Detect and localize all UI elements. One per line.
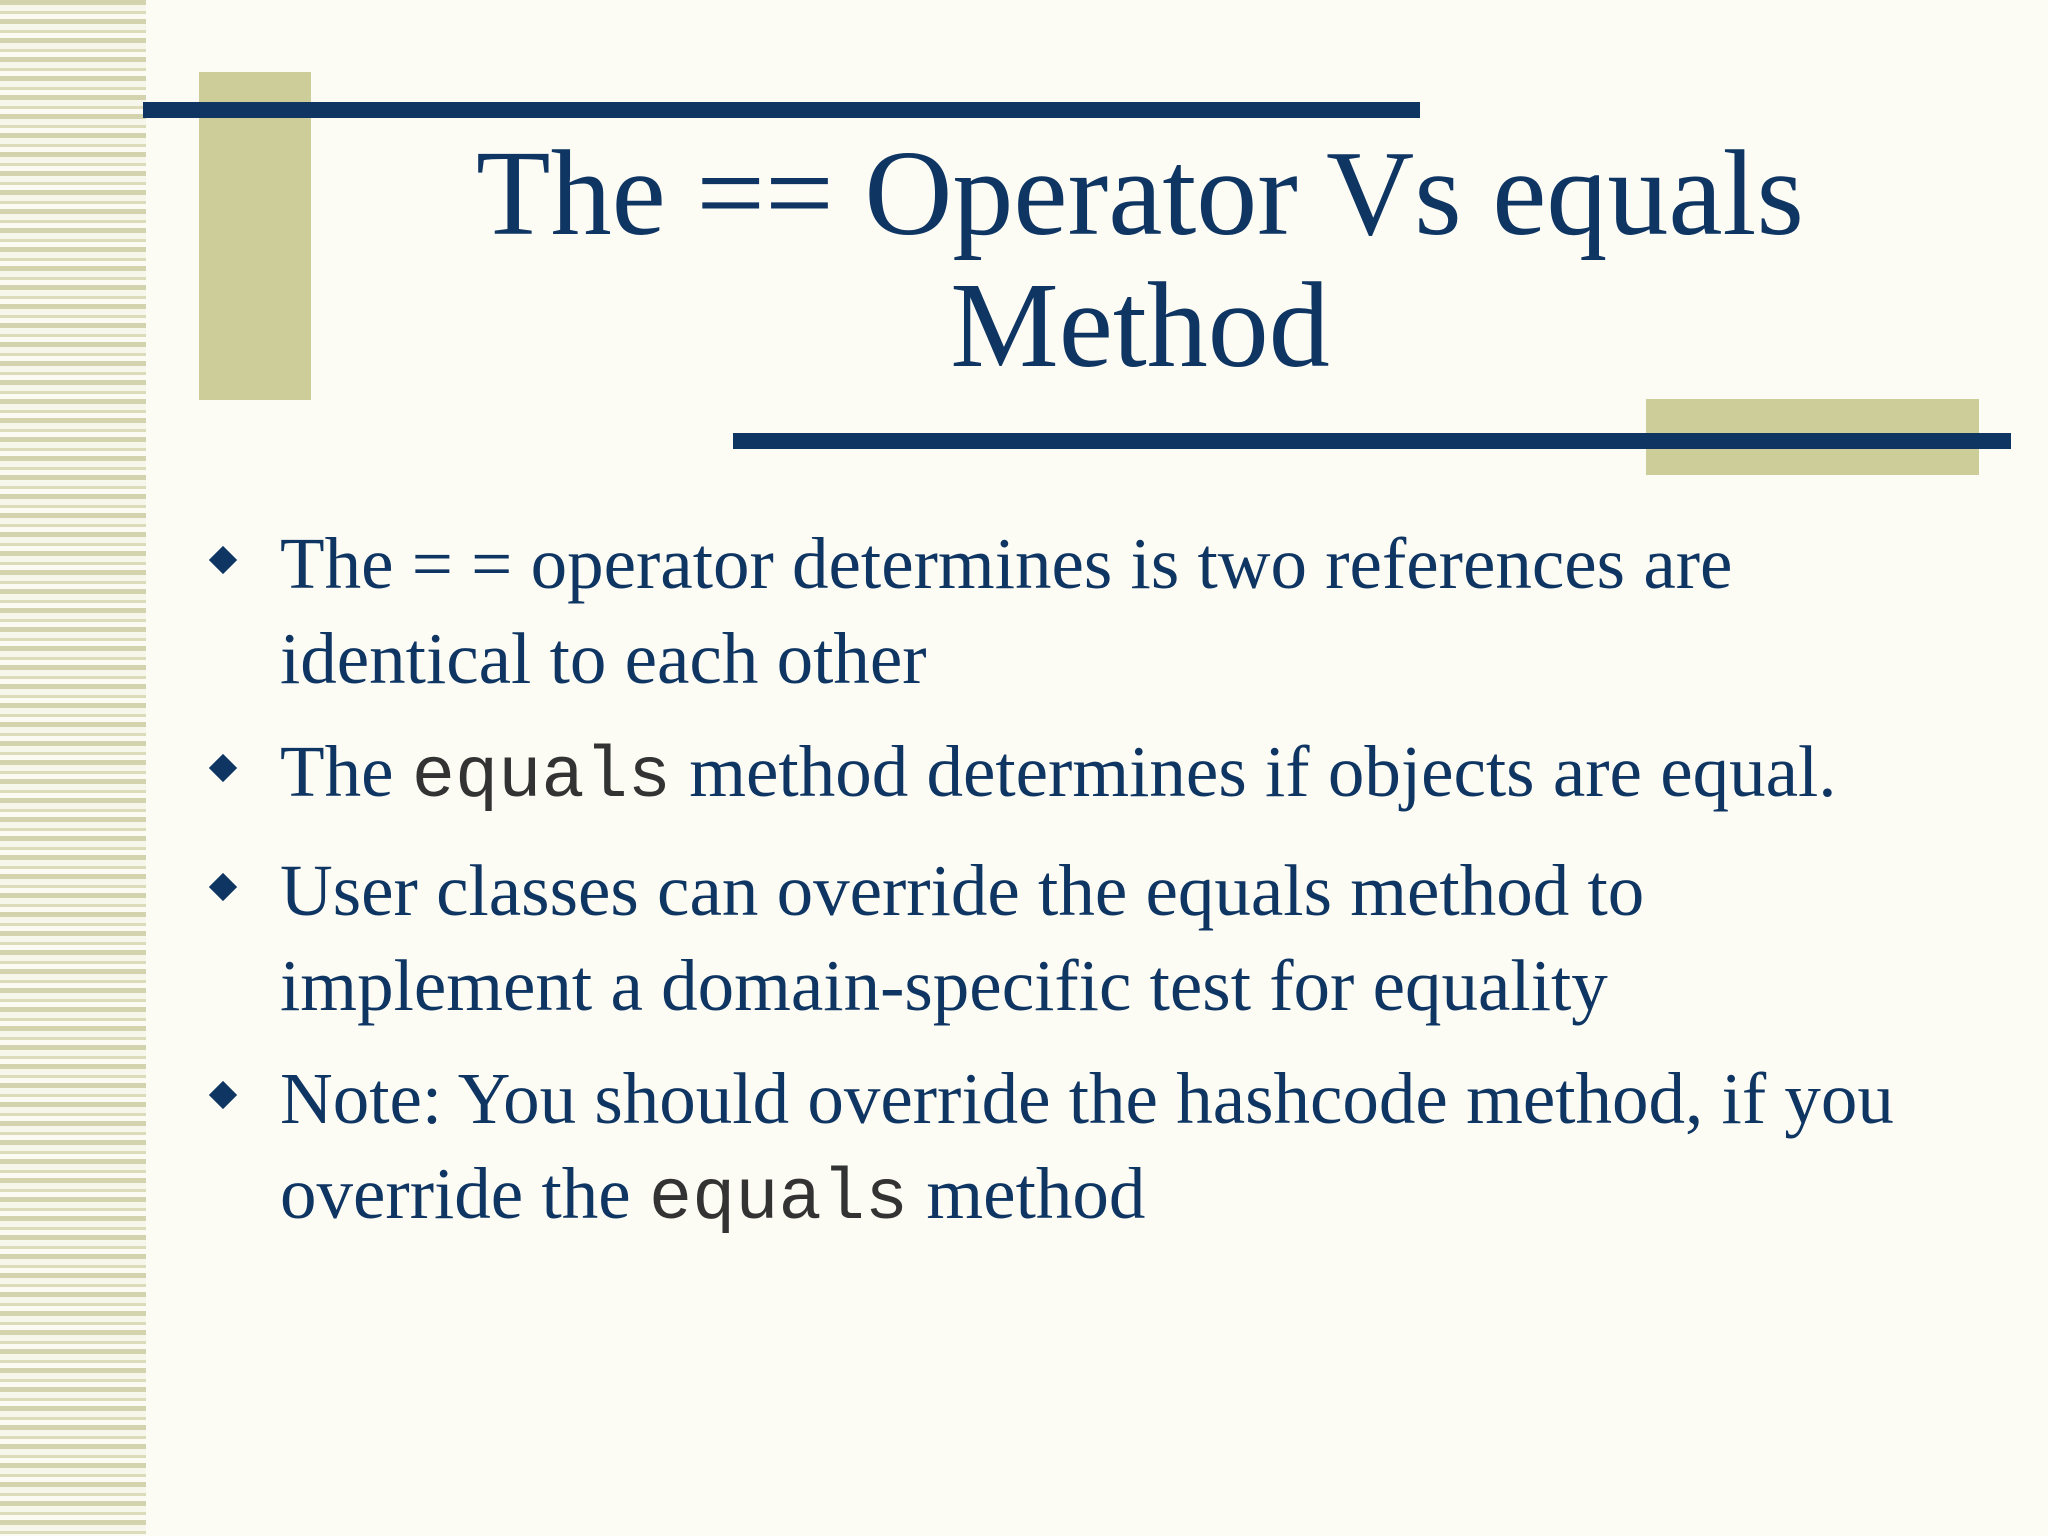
diamond-bullet-icon — [209, 873, 237, 901]
title-line-2: Method — [950, 258, 1330, 393]
code-keyword: equals — [648, 1158, 909, 1240]
bullet-list — [205, 516, 1965, 1265]
bullet-text: The = = operator determines is two references are identical to each other — [280, 523, 1733, 699]
title-accent-block — [199, 72, 311, 400]
title-top-rule — [143, 102, 1420, 118]
bullet-suffix: method — [908, 1153, 1146, 1234]
bullet-prefix: The — [280, 731, 412, 812]
decorative-stripes — [0, 0, 146, 1536]
bullet-text: User classes can override the equals method to implement a domain-specific test for equality — [280, 850, 1645, 1026]
bullet-item — [205, 724, 1965, 825]
bullet-item — [205, 843, 1965, 1033]
code-keyword: equals — [411, 736, 671, 818]
diamond-bullet-icon — [209, 1081, 237, 1109]
bullet-prefix: Note: You should override the hashcode method, if you override the — [280, 1058, 1894, 1234]
slide-title — [330, 128, 1950, 392]
diamond-bullet-icon — [209, 754, 237, 782]
diamond-bullet-icon — [209, 546, 237, 574]
bullet-item — [205, 1051, 1965, 1247]
bullet-item — [205, 516, 1965, 706]
title-line-1: The == Operator Vs equals — [476, 126, 1804, 261]
title-bottom-rule — [733, 433, 2011, 449]
bullet-suffix: method determines if objects are equal. — [671, 731, 1837, 812]
